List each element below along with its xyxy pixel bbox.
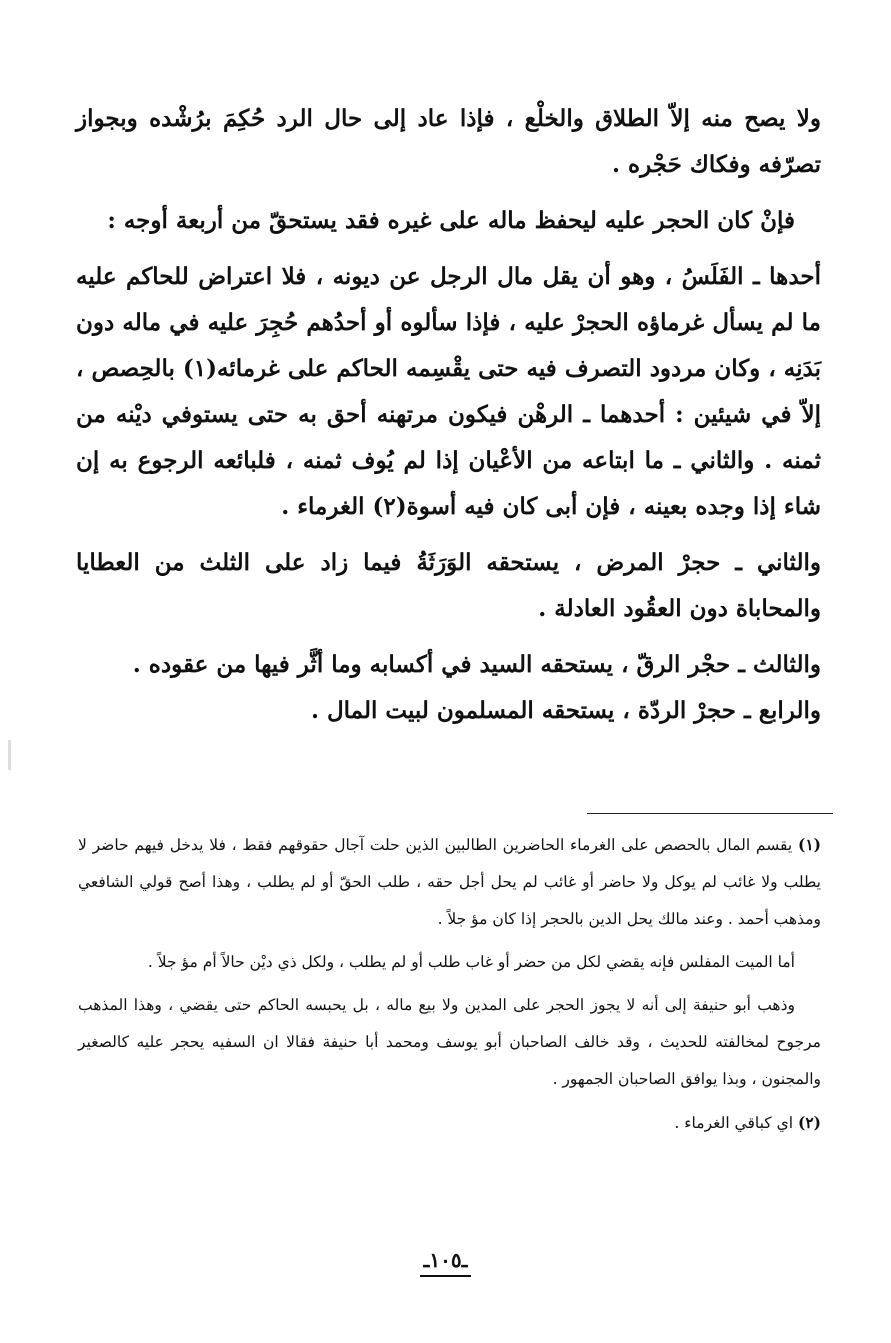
footnote-1-paragraph-3: وذهب أبو حنيفة إلى أنه لا يجوز الحجر على المدين ولا بيع ماله ، بل يحبسه الحاكم حتى يقضي ، وهذا المذهب مرجوح لمخالفته للحديث ، وقد خالف الصاحبان أبو يوسف ومحمد أبا حنيفة فقالا ان السفيه يحجر عليه كالصغير والمجنون ، وبذا يوافق الصاحبان الجمهور . xyxy=(78,996,821,1088)
page-number-label: ـ١٠٥ـ xyxy=(420,1245,472,1277)
paragraph-1: ولا يصح منه إلاّ الطلاق والخلْع ، فإذا عاد إلى حال الرد حُكِمَ برُشْده وبجواز تصرّفه وفكاك حَجْره . xyxy=(76,105,821,178)
paragraph-3: أحدها ـ الفَلَسُ ، وهو أن يقل مال الرجل عن ديونه ، فلا اعتراض للحاكم عليه ما لم يسأل غرماؤه الحجرْ عليه ، فإذا سألوه أو أحدُهم حُجِرَ عليه في ماله دون بَدَنِه ، وكان مردود التصرف فيه حتى يقْسِمه الحاكم على غرمائه(١) بالحِصص ، إلاّ في شيئين : أحدهما ـ الرهْن فيكون مرتهنه أحق به حتى يستوفي ديْنه من ثمنه . والثاني ـ ما ابتاعه من الأعْيان إذا لم يُوف ثمنه ، فلبائعه الرجوع به إن شاء إذا وجده بعينه ، فإن أبى كان فيه أسوة(٢) الغرماء . xyxy=(76,263,821,520)
footnote-2-number: (٢) xyxy=(797,1113,821,1132)
footnote-1-number: (١) xyxy=(797,835,821,854)
paragraph-6: والرابع ـ حجرْ الردّة ، يستحقه المسلمون لبيت المال . xyxy=(310,697,821,724)
main-text xyxy=(76,96,821,734)
footnote-1-paragraph-2: أما الميت المفلس فإنه يقضي لكل من حضر أو غاب طلب أو لم يطلب ، ولكل ذي ديْن حالاً أم مؤ جلاً . xyxy=(147,953,795,971)
footnote-separator xyxy=(587,813,833,814)
paragraph-4: والثاني ـ حجرْ المرض ، يستحقه الوَرَثَةُ فيما زاد على الثلث من العطايا والمحاباة دون العقُود العادلة . xyxy=(76,549,821,622)
footnote-1 xyxy=(78,826,821,938)
footnote-2 xyxy=(78,1104,821,1142)
scan-margin-mark xyxy=(8,740,11,770)
paragraph-2: فإنْ كان الحجر عليه ليحفظ ماله على غيره فقد يستحقّ من أربعة أوجه : xyxy=(107,207,795,234)
footnote-2-text: اي كباقي الغرماء . xyxy=(674,1114,794,1132)
page-number xyxy=(0,1240,891,1280)
paragraph-5: والثالث ـ حجْر الرقّ ، يستحقه السيد في أكسابه وما أثَّر فيها من عقوده . xyxy=(132,651,821,678)
footnotes xyxy=(78,826,821,1142)
footnote-1-text: يقسم المال بالحصص على الغرماء الحاضرين الطالبين الذين حلت آجال حقوقهم فقط ، فلا يدخل فيهم حاضر لا يطلب ولا غائب لم يوكل ولا حاضر أو غائب لم يحل أجل حقه ، طلب الحقّ أو لم يطلب ، وهذا أصح قولي الشافعي ومذهب أحمد . وعند مالك يحل الدين بالحجر إذا كان مؤ جلاً . xyxy=(78,836,821,928)
